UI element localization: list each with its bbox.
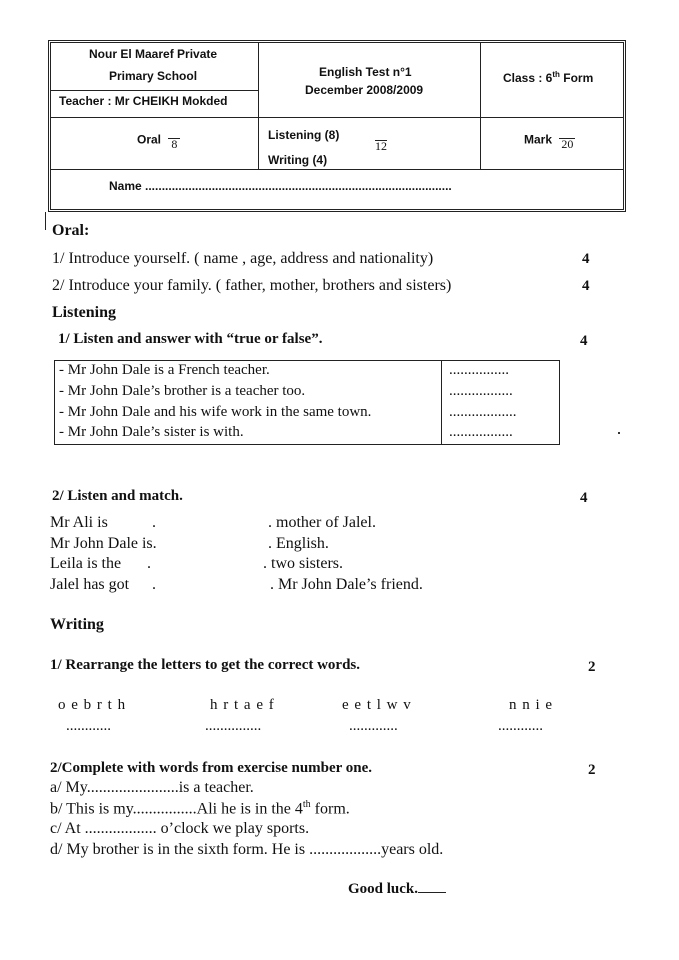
match-left-2: Mr John Dale is. <box>50 535 157 552</box>
sentence-a[interactable]: a/ My.......................is a teacher. <box>50 779 254 796</box>
listening-writing-score: 12 <box>371 133 387 152</box>
match-left-4: Jalel has got <box>50 576 130 593</box>
statement-1: - Mr John Dale is a French teacher. <box>59 362 270 378</box>
match-right-2[interactable]: . English. <box>268 535 329 552</box>
writing-title: Writing <box>50 616 104 633</box>
teacher-name: Teacher : Mr CHEIKH Mokded <box>59 94 228 108</box>
listening-label: Listening (8) <box>268 128 340 142</box>
writing-label: Writing (4) <box>268 153 328 167</box>
statement-4: - Mr John Dale’s sister is with. <box>59 424 244 440</box>
answer-blank-4[interactable]: ............ <box>498 718 543 734</box>
sentence-b[interactable]: b/ This is my................Ali he is in the 4th form. <box>50 799 350 818</box>
true-false-table <box>54 360 560 445</box>
oral-item-2: 2/ Introduce your family. ( father, mother, brothers and sisters) <box>52 277 452 294</box>
match-right-1[interactable]: . mother of Jalel. <box>268 514 376 531</box>
listening-title: Listening <box>52 304 117 321</box>
statement-3-answer[interactable]: .................. <box>449 404 517 420</box>
sentence-c[interactable]: c/ At .................. o’clock we play sports. <box>50 820 310 837</box>
oral-item-2-points: 4 <box>582 278 590 294</box>
match-left-1: Mr Ali is <box>50 514 108 531</box>
answer-blank-3[interactable]: ............. <box>349 718 398 734</box>
statement-4-answer[interactable]: ................. <box>449 424 513 440</box>
test-title: English Test n°1 <box>319 65 412 79</box>
match-left-3-dot[interactable]: . <box>147 555 151 572</box>
margin-mark <box>45 212 46 230</box>
statement-2: - Mr John Dale’s brother is a teacher too. <box>59 383 306 399</box>
answer-blank-2[interactable]: ............... <box>205 718 262 734</box>
listening-ex2-title: 2/ Listen and match. <box>52 488 183 504</box>
scrambled-word-2: h r t a e f <box>210 697 275 713</box>
match-left-3: Leila is the <box>50 555 122 572</box>
statement-3: - Mr John Dale and his wife work in the same town. <box>59 404 372 420</box>
writing-ex2-points: 2 <box>588 762 596 778</box>
statement-1-answer[interactable]: ................ <box>449 362 509 378</box>
school-name-line2: Primary School <box>109 69 198 83</box>
writing-ex2-title: 2/Complete with words from exercise number one. <box>50 760 373 776</box>
scrambled-word-1: o e b r t h <box>58 697 127 713</box>
mark-score: Mark 20 <box>524 132 574 151</box>
listening-ex1-title: 1/ Listen and answer with “true or false”. <box>58 331 323 347</box>
writing-ex1-title: 1/ Rearrange the letters to get the correct words. <box>50 657 361 673</box>
class-label: Class : 6th Form <box>503 70 594 85</box>
listening-ex1-points: 4 <box>580 333 588 349</box>
oral-score: Oral 8 <box>137 131 180 150</box>
statement-2-answer[interactable]: ................. <box>449 383 513 399</box>
oral-item-1: 1/ Introduce yourself. ( name , age, address and nationality) <box>52 250 434 267</box>
scrambled-word-3: e e t l w v <box>342 697 412 713</box>
oral-title: Oral: <box>52 222 90 239</box>
listening-ex2-points: 4 <box>580 490 588 506</box>
match-right-3[interactable]: . two sisters. <box>263 555 343 572</box>
writing-ex1-points: 2 <box>588 659 596 675</box>
school-name-line1: Nour El Maaref Private <box>89 47 218 61</box>
oral-item-1-points: 4 <box>582 251 590 267</box>
answer-blank-1[interactable]: ............ <box>66 718 111 734</box>
sentence-d[interactable]: d/ My brother is in the sixth form. He is ..................years old. <box>50 841 444 858</box>
match-left-4-dot[interactable]: . <box>152 576 156 593</box>
scrambled-word-4: n n i e <box>509 697 554 713</box>
name-field: Name ............................................................................................ <box>109 179 452 193</box>
match-left-1-dot[interactable]: . <box>152 514 156 531</box>
header-table <box>48 40 626 212</box>
test-date: December 2008/2009 <box>305 83 424 97</box>
match-right-4[interactable]: . Mr John Dale’s friend. <box>270 576 423 593</box>
closing-message: Good luck. <box>348 881 446 898</box>
scan-speck <box>618 432 620 434</box>
